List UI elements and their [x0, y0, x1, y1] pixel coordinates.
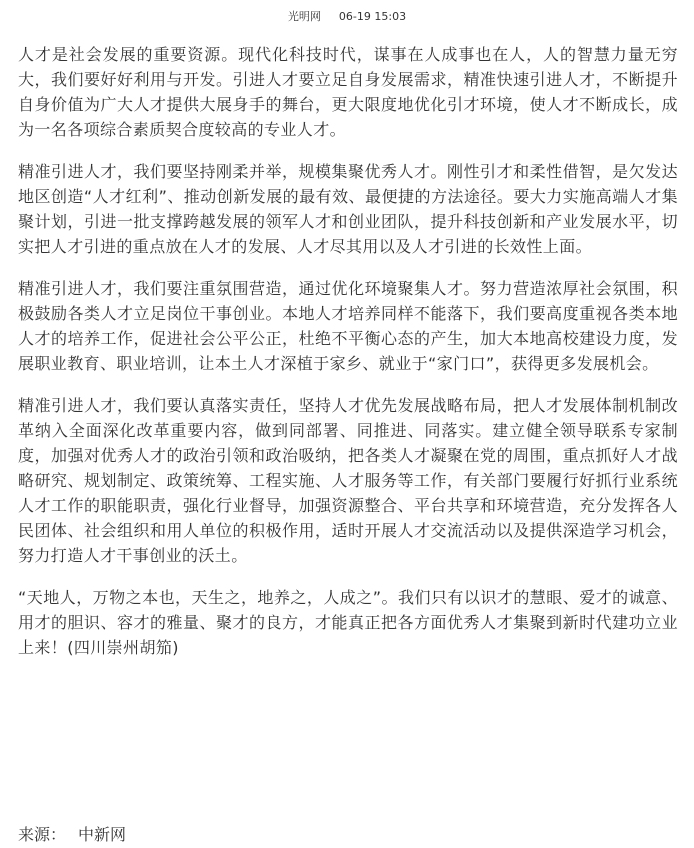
- article-source: [18, 824, 126, 846]
- article-paragraph-4: 精准引进人才，我们要认真落实责任，坚持人才优先发展战略布局，把人才发展体制机制改革纳入全面深化改革重要内容，做到同部署、同推进、同落实。建立健全领导联系专家制度，加强对优秀人才的政治引领和政治吸纳，把各类人才凝聚在党的周围，重点抓好人才战略研究、规划制定、政策统筹、工程实施、人才服务等工作，有关部门要履行好抓行业系统人才工作的职能职责，强化行业督导，加强资源整合、平台共享和环境营造，充分发挥各人民团体、社会组织和用人单位的积极作用，适时开展人才交流活动以及提供深造学习机会，努力打造人才干事创业的沃土。: [18, 396, 678, 565]
- article-paragraph-1: 人才是社会发展的重要资源。现代化科技时代，谋事在人成事也在人，人的智慧力量无穷大，我们要好好利用与开发。引进人才要立足自身发展需求，精准快速引进人才，不断提升自身价值为广大人才提供大展身手的舞台，更大限度地优化引才环境，使人才不断成长，成为一名各项综合素质契合度较高的专业人才。: [18, 45, 678, 139]
- source-value: 中新网: [78, 825, 127, 844]
- article-paragraph-2: 精准引进人才，我们要坚持刚柔并举，规模集聚优秀人才。刚性引才和柔性借智，是欠发达地区创造“人才红利”、推动创新发展的最有效、最便捷的方法途径。要大力实施高端人才集聚计划，引进一批支撑跨越发展的领军人才和创业团队，提升科技创新和产业发展水平，切实把人才引进的重点放在人才的发展、人才尽其用以及人才引进的长效性上面。: [18, 162, 678, 256]
- article-body: [18, 42, 678, 677]
- article-paragraph-5: “天地人，万物之本也，天生之，地养之，人成之”。我们只有以识才的慧眼、爱才的诚意、用才的胆识、容才的雅量、聚才的良方，才能真正把各方面优秀人才集聚到新时代建功立业上来！(四川崇州胡笳): [18, 588, 678, 657]
- article-paragraph-3: 精准引进人才，我们要注重氛围营造，通过优化环境聚集人才。努力营造浓厚社会氛围，积极鼓励各类人才立足岗位干事创业。本地人才培养同样不能落下，我们要高度重视各类本地人才的培养工作，促进社会公平公正，杜绝不平衡心态的产生，加大本地高校建设力度，发展职业教育、职业培训，让本土人才深植于家乡、就业于“家门口”，获得更多发展机会。: [18, 279, 678, 373]
- publish-datetime: 06-19 15:03: [338, 10, 407, 23]
- article-meta: [0, 8, 694, 24]
- site-name[interactable]: 光明网: [287, 10, 321, 23]
- source-label: 来源：: [18, 825, 67, 844]
